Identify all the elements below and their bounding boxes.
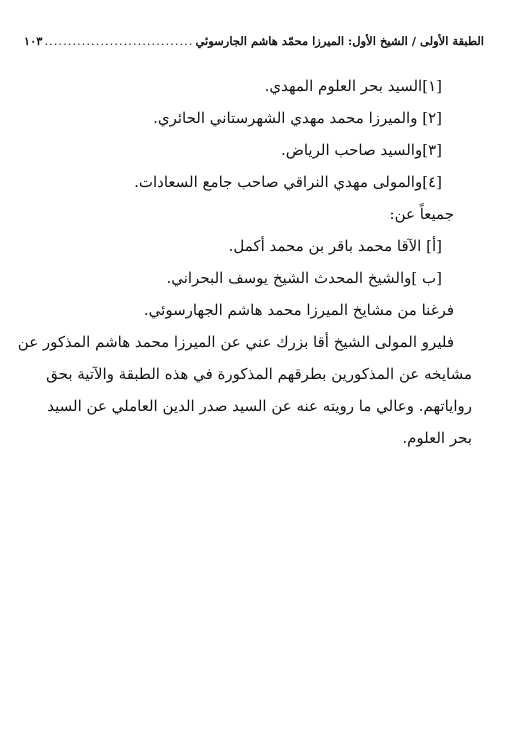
- paragraph-line-4: بحر العلوم.: [402, 429, 472, 447]
- running-header: [23, 34, 484, 52]
- text-line-closing: فرغنا من مشايخ الميرزا محمد هاشم الجهارسوئي.: [143, 301, 454, 319]
- text-line-jamian: جميعاً عن:: [389, 205, 454, 223]
- list-item-a: [أ] الآقا محمد باقر بن محمد أكمل.: [228, 237, 442, 255]
- list-item-4: [٤]والمولى مهدي النراقي صاحب جامع السعادات.: [134, 173, 442, 191]
- header-title: الطبقة الأولى / الشيخ الأول: الميرزا محمّد هاشم الجارسوئي: [195, 34, 484, 48]
- paragraph-line-2: مشايخه عن المذكورين بطرقهم المذكورة في هذه الطبقة والآتية بحق: [46, 365, 472, 383]
- list-item-1: [١]السيد بحر العلوم المهدي.: [264, 77, 442, 95]
- list-item-3: [٣]والسيد صاحب الرياض.: [280, 141, 442, 159]
- header-leader-dots: ................................: [44, 34, 194, 48]
- page-number: ١٠٣: [23, 34, 43, 48]
- body-text: [17, 70, 472, 454]
- list-item-b: [ب ]والشيخ المحدث الشيخ يوسف البحراني.: [166, 269, 442, 287]
- paragraph-line-3: رواياتهم. وعالي ما رويته عنه عن السيد صدر الدين العاملي عن السيد: [47, 397, 472, 415]
- list-item-2: [٢] والميرزا محمد مهدي الشهرستاني الحائري.: [153, 109, 442, 127]
- paragraph-line-1: فليرو المولى الشيخ أقا بزرك عني عن الميرزا محمد هاشم المذكور عن: [17, 333, 454, 351]
